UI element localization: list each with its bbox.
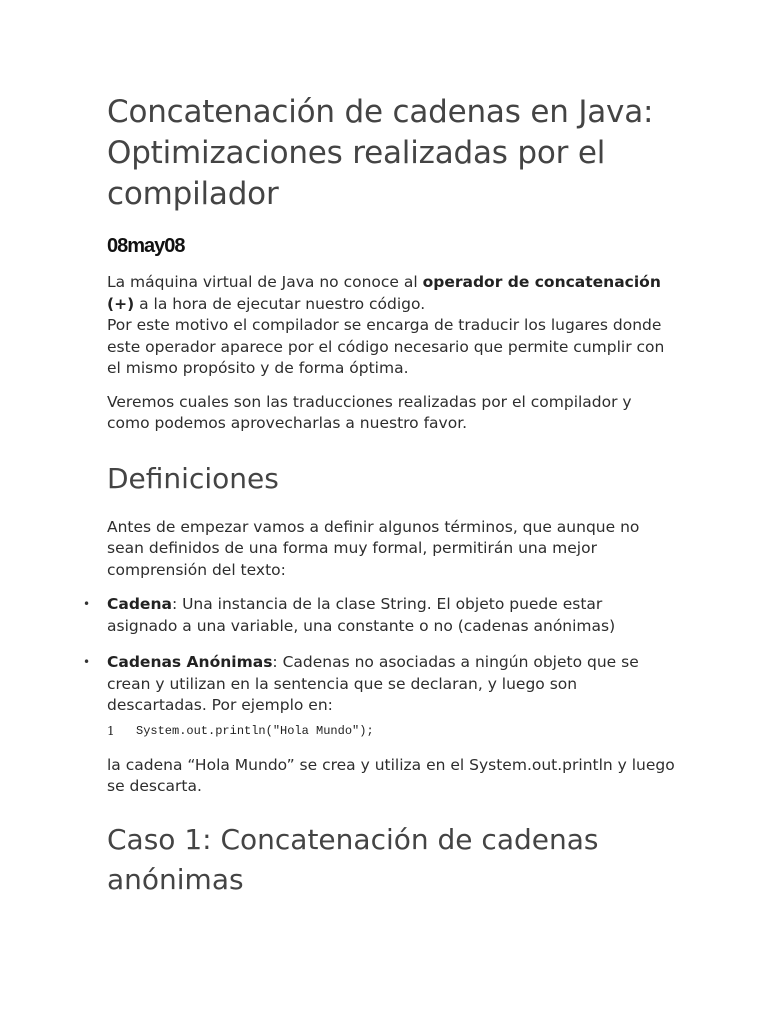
definition-description: : Una instancia de la clase String. El objeto puede estar asignado a una variable, una constante o no (cadenas anónimas) (107, 595, 616, 635)
intro-bold-term: operador de concatenación (+) (107, 273, 661, 313)
definition-term: Cadena (107, 595, 172, 613)
list-item (83, 594, 677, 637)
definition-description: : Cadenas no asociadas a ningún objeto que se crean y utilizan en la sentencia que se declaran, y luego son descartadas. Por ejemplo en: (107, 653, 639, 714)
intro-paragraph-1 (107, 272, 677, 380)
code-block (107, 722, 677, 740)
intro-text-a: La máquina virtual de Java no conoce al (107, 273, 423, 291)
code-line-number: 1 (107, 723, 115, 738)
article-date: 08may08 (107, 235, 185, 257)
definitions-heading: Definiciones (107, 461, 279, 495)
definition-term: Cadenas Anónimas (107, 653, 273, 671)
bullet-icon: • (83, 597, 91, 611)
list-item (83, 652, 677, 740)
after-code-paragraph: la cadena “Hola Mundo” se crea y utiliza en el System.out.println y luego se descarta. (107, 755, 675, 795)
intro-text-b: a la hora de ejecutar nuestro código. (134, 294, 426, 313)
definitions-intro: Antes de empezar vamos a definir algunos términos, que aunque no sean definidos de una forma muy formal, permitirán una mejor comprensión del texto: (107, 517, 640, 579)
article-title: Concatenación de cadenas en Java: Optimizaciones realizadas por el compilador (107, 94, 654, 212)
case1-heading: Caso 1: Concatenación de cadenas anónimas (107, 822, 599, 896)
intro-text-c: Por este motivo el compilador se encarga de traducir los lugares donde este operador aparece por el código necesario que permite cumplir con el mismo propósito y de forma óptima. (107, 316, 665, 377)
article-content (83, 92, 677, 900)
bullet-icon: • (83, 655, 91, 669)
code-line: System.out.println("Hola Mundo"); (136, 723, 374, 738)
definitions-list (83, 594, 677, 740)
intro-paragraph-2: Veremos cuales son las traducciones realizadas por el compilador y como podemos aprovecharlas a nuestro favor. (107, 392, 632, 432)
